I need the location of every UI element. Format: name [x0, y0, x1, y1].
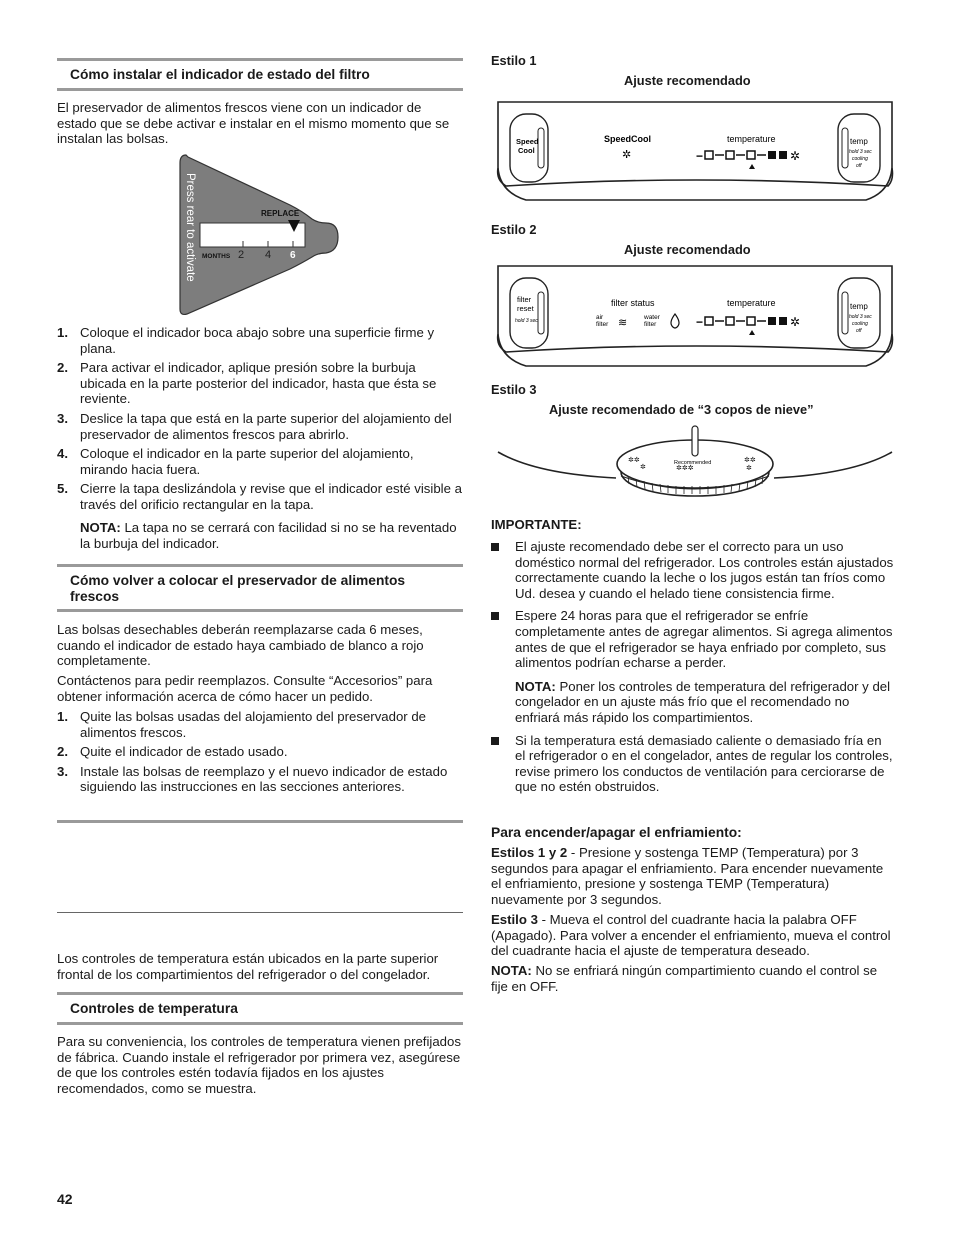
install-note: NOTA: La tapa no se cerrará con facilidad si no se ha reventado la burbuja del indicador.: [80, 520, 457, 551]
replace-steps: [57, 709, 463, 799]
svg-text:temp: temp: [850, 302, 868, 311]
water-filter-label: water: [644, 314, 660, 321]
install-intro: El preservador de alimentos frescos viene con un indicador de estado que se debe activar e instalar en el mismo momento que se instalan las bolsas.: [57, 100, 450, 147]
temperature-label: temperature: [727, 134, 776, 144]
list-item: 2. Quite el indicador de estado usado.: [57, 744, 288, 760]
snowflake-icon: ✲: [640, 464, 646, 471]
svg-text:hold 3 sec: hold 3 sec: [849, 314, 872, 320]
onoff-title: Para encender/apagar el enfriamiento:: [491, 825, 742, 840]
list-item: 5. Cierre la tapa deslizándola y revise que el indicador esté visible a través del orificio rectangular en la tapa.: [57, 481, 462, 512]
section-rule: [57, 1022, 463, 1025]
svg-text:off: off: [856, 328, 862, 334]
style3-label: Estilo 3: [491, 382, 537, 397]
style1-label: Estilo 1: [491, 53, 537, 68]
style3-caption: Ajuste recomendado de “3 copos de nieve”: [549, 402, 814, 417]
speedcool-label: SpeedCool: [604, 134, 652, 144]
indicator-months-label: MONTHS: [202, 253, 231, 260]
section-rule: [57, 564, 463, 567]
svg-text:filter: filter: [644, 321, 657, 328]
replace-p2: Contáctenos para pedir reemplazos. Consulte “Accesorios” para obtener información acerca de cómo hacer un pedido.: [57, 673, 433, 704]
dial-pointer-icon: [692, 426, 698, 456]
snowflake-icon: ✲: [622, 149, 632, 161]
indicator-tick-4: 4: [265, 249, 272, 261]
svg-text:Cool: Cool: [518, 146, 535, 155]
page-number: 42: [57, 1191, 73, 1207]
bullet-icon: [491, 737, 499, 745]
list-item: Si la temperatura está demasiado caliente o demasiado fría en el refrigerador o en el congelador, antes de regular los controles, revise primero los conductos de ventilación para cerciorarse de que no estén obstruidos.: [491, 733, 895, 795]
svg-text:cooling: cooling: [852, 156, 868, 162]
indicator-side-text: Press rear to activate: [184, 173, 196, 282]
bullet-icon: [491, 612, 499, 620]
bullet-note: NOTA: Poner los controles de temperatura del refrigerador y del congelador en un ajuste más frío que el recomendado no enfriará más rápido los compartimientos.: [515, 678, 891, 725]
speed-cool-button[interactable]: [510, 114, 548, 182]
svg-text:reset: reset: [517, 304, 534, 313]
svg-text:Speed: Speed: [516, 137, 539, 146]
status-indicator-illustration: [178, 153, 340, 319]
temp-button[interactable]: [838, 278, 880, 348]
style1-control-panel: [496, 100, 894, 206]
snowflake-icon: ✲: [746, 465, 752, 472]
temp-button[interactable]: [838, 114, 880, 182]
replace-p1: Las bolsas desechables deberán reemplazarse cada 6 meses, cuando el indicador de estado haya cambiado de blanco a rojo completamente.: [57, 622, 424, 669]
important-bullets: [491, 539, 895, 802]
section-rule: [57, 609, 463, 612]
indicator-replace-label: REPLACE: [261, 209, 300, 218]
svg-text:hold 3 sec: hold 3 sec: [849, 149, 872, 155]
snowflake-icon: ✲: [790, 149, 801, 163]
svg-text:cooling: cooling: [852, 321, 868, 327]
dial-recommended-label: Recommended: [674, 460, 712, 466]
snowflake-icon: ✲: [790, 315, 801, 329]
style2-control-panel: [496, 264, 894, 372]
list-item: 4. Coloque el indicador en la parte superior del alojamiento, mirando hacia fuera.: [57, 446, 414, 477]
air-filter-icon: ≋: [618, 317, 628, 329]
section-rule: [57, 88, 463, 91]
section-title-install-indicator: Cómo instalar el indicador de estado del filtro: [70, 67, 370, 82]
section-title-temp-controls: Controles de temperatura: [70, 1001, 238, 1016]
indicator-tick-2: 2: [238, 249, 245, 261]
svg-text:off: off: [856, 163, 862, 169]
list-item: El ajuste recomendado debe ser el correcto para un uso doméstico normal del refrigerador. Los controles están ajustados correctamente cuando la leche o los jugos están tan fríos como Ud. desea y cuando el helado tiene consistencia firme.: [491, 539, 895, 601]
list-item: 1. Coloque el indicador boca abajo sobre una superficie firme y plana.: [57, 325, 435, 356]
indicator-tick-6: 6: [290, 250, 296, 261]
style1-caption: Ajuste recomendado: [624, 73, 751, 88]
onoff-p1: Estilos 1 y 2 - Presione y sostenga TEMP (Temperatura) por 3 segundos para apagar el enfriamiento. Para encender nuevamente el enfriamiento, presione y sostenga TEMP (Temperatura) nuevamente por 3 segundos.: [491, 845, 884, 907]
filter-reset-button[interactable]: [510, 278, 548, 348]
list-item: 2. Para activar el indicador, aplique presión sobre la burbuja ubicada en la parte posterior del indicador, hasta que ésta se reviente.: [57, 360, 437, 407]
onoff-note: NOTA: No se enfriará ningún compartimiento cuando el control se fije en OFF.: [491, 963, 878, 994]
svg-text:filter: filter: [517, 295, 532, 304]
important-label: IMPORTANTE:: [491, 517, 582, 532]
section-rule: [57, 58, 463, 61]
bullet-icon: [491, 543, 499, 551]
temperature-label: temperature: [727, 298, 776, 308]
filter-status-label: filter status: [611, 298, 655, 308]
air-filter-label: air: [596, 314, 604, 321]
list-item: 3. Deslice la tapa que está en la parte superior del alojamiento del preservador de alimentos frescos para abrirlo.: [57, 410, 452, 442]
section-rule: [57, 820, 463, 823]
section-title-replace-preserver: Cómo volver a colocar el preservador de alimentos frescos: [70, 573, 406, 604]
list-item: 3. Instale las bolsas de reemplazo y el nuevo indicador de estado siguiendo las instrucciones en las secciones anteriores.: [57, 763, 448, 795]
style3-dial-control: [496, 424, 894, 504]
list-item: 1. Quite las bolsas usadas del alojamiento del preservador de alimentos frescos.: [57, 709, 427, 740]
svg-text:−: −: [696, 149, 704, 163]
onoff-p2: Estilo 3 - Mueva el control del cuadrante hacia la palabra OFF (Apagado). Para volver a encender el enfriamiento, mueva el control del cuadrante hacia el ajuste de temperatura deseado.: [491, 912, 891, 959]
temp-controls-location: Los controles de temperatura están ubicados en la parte superior frontal de los compartimientos del refrigerador o del congelador.: [57, 951, 439, 982]
temp-controls-p: Para su conveniencia, los controles de temperatura vienen prefijados de fábrica. Cuando instale el refrigerador por primera vez, asegúrese de que los controles estén todavía fijados en los ajustes recomendados, como se muestra.: [57, 1034, 461, 1096]
style2-label: Estilo 2: [491, 222, 537, 237]
section-rule: [57, 992, 463, 995]
snowflake-icon: ✲✲✲: [676, 465, 694, 472]
svg-text:temp: temp: [850, 137, 868, 146]
list-item: Espere 24 horas para que el refrigerador se enfríe completamente antes de agregar alimentos. Si agrega alimentos antes de que el refrigerador se haya enfriado por completo, sus alimentos podrían echarse a perder. NOTA: Poner los controles de temperatura del refrigerador y del congelador en un ajuste más frío que el recomendado no enfriará más rápido los compartimientos.: [491, 608, 895, 725]
style2-caption: Ajuste recomendado: [624, 242, 751, 257]
section-rule: [57, 912, 463, 913]
svg-text:hold 3 sec: hold 3 sec: [515, 318, 538, 324]
snowflake-icon: ✲✲: [744, 457, 756, 464]
svg-text:filter: filter: [596, 321, 609, 328]
install-steps: [57, 325, 463, 517]
snowflake-icon: ✲✲: [628, 457, 640, 464]
svg-text:−: −: [696, 315, 704, 329]
